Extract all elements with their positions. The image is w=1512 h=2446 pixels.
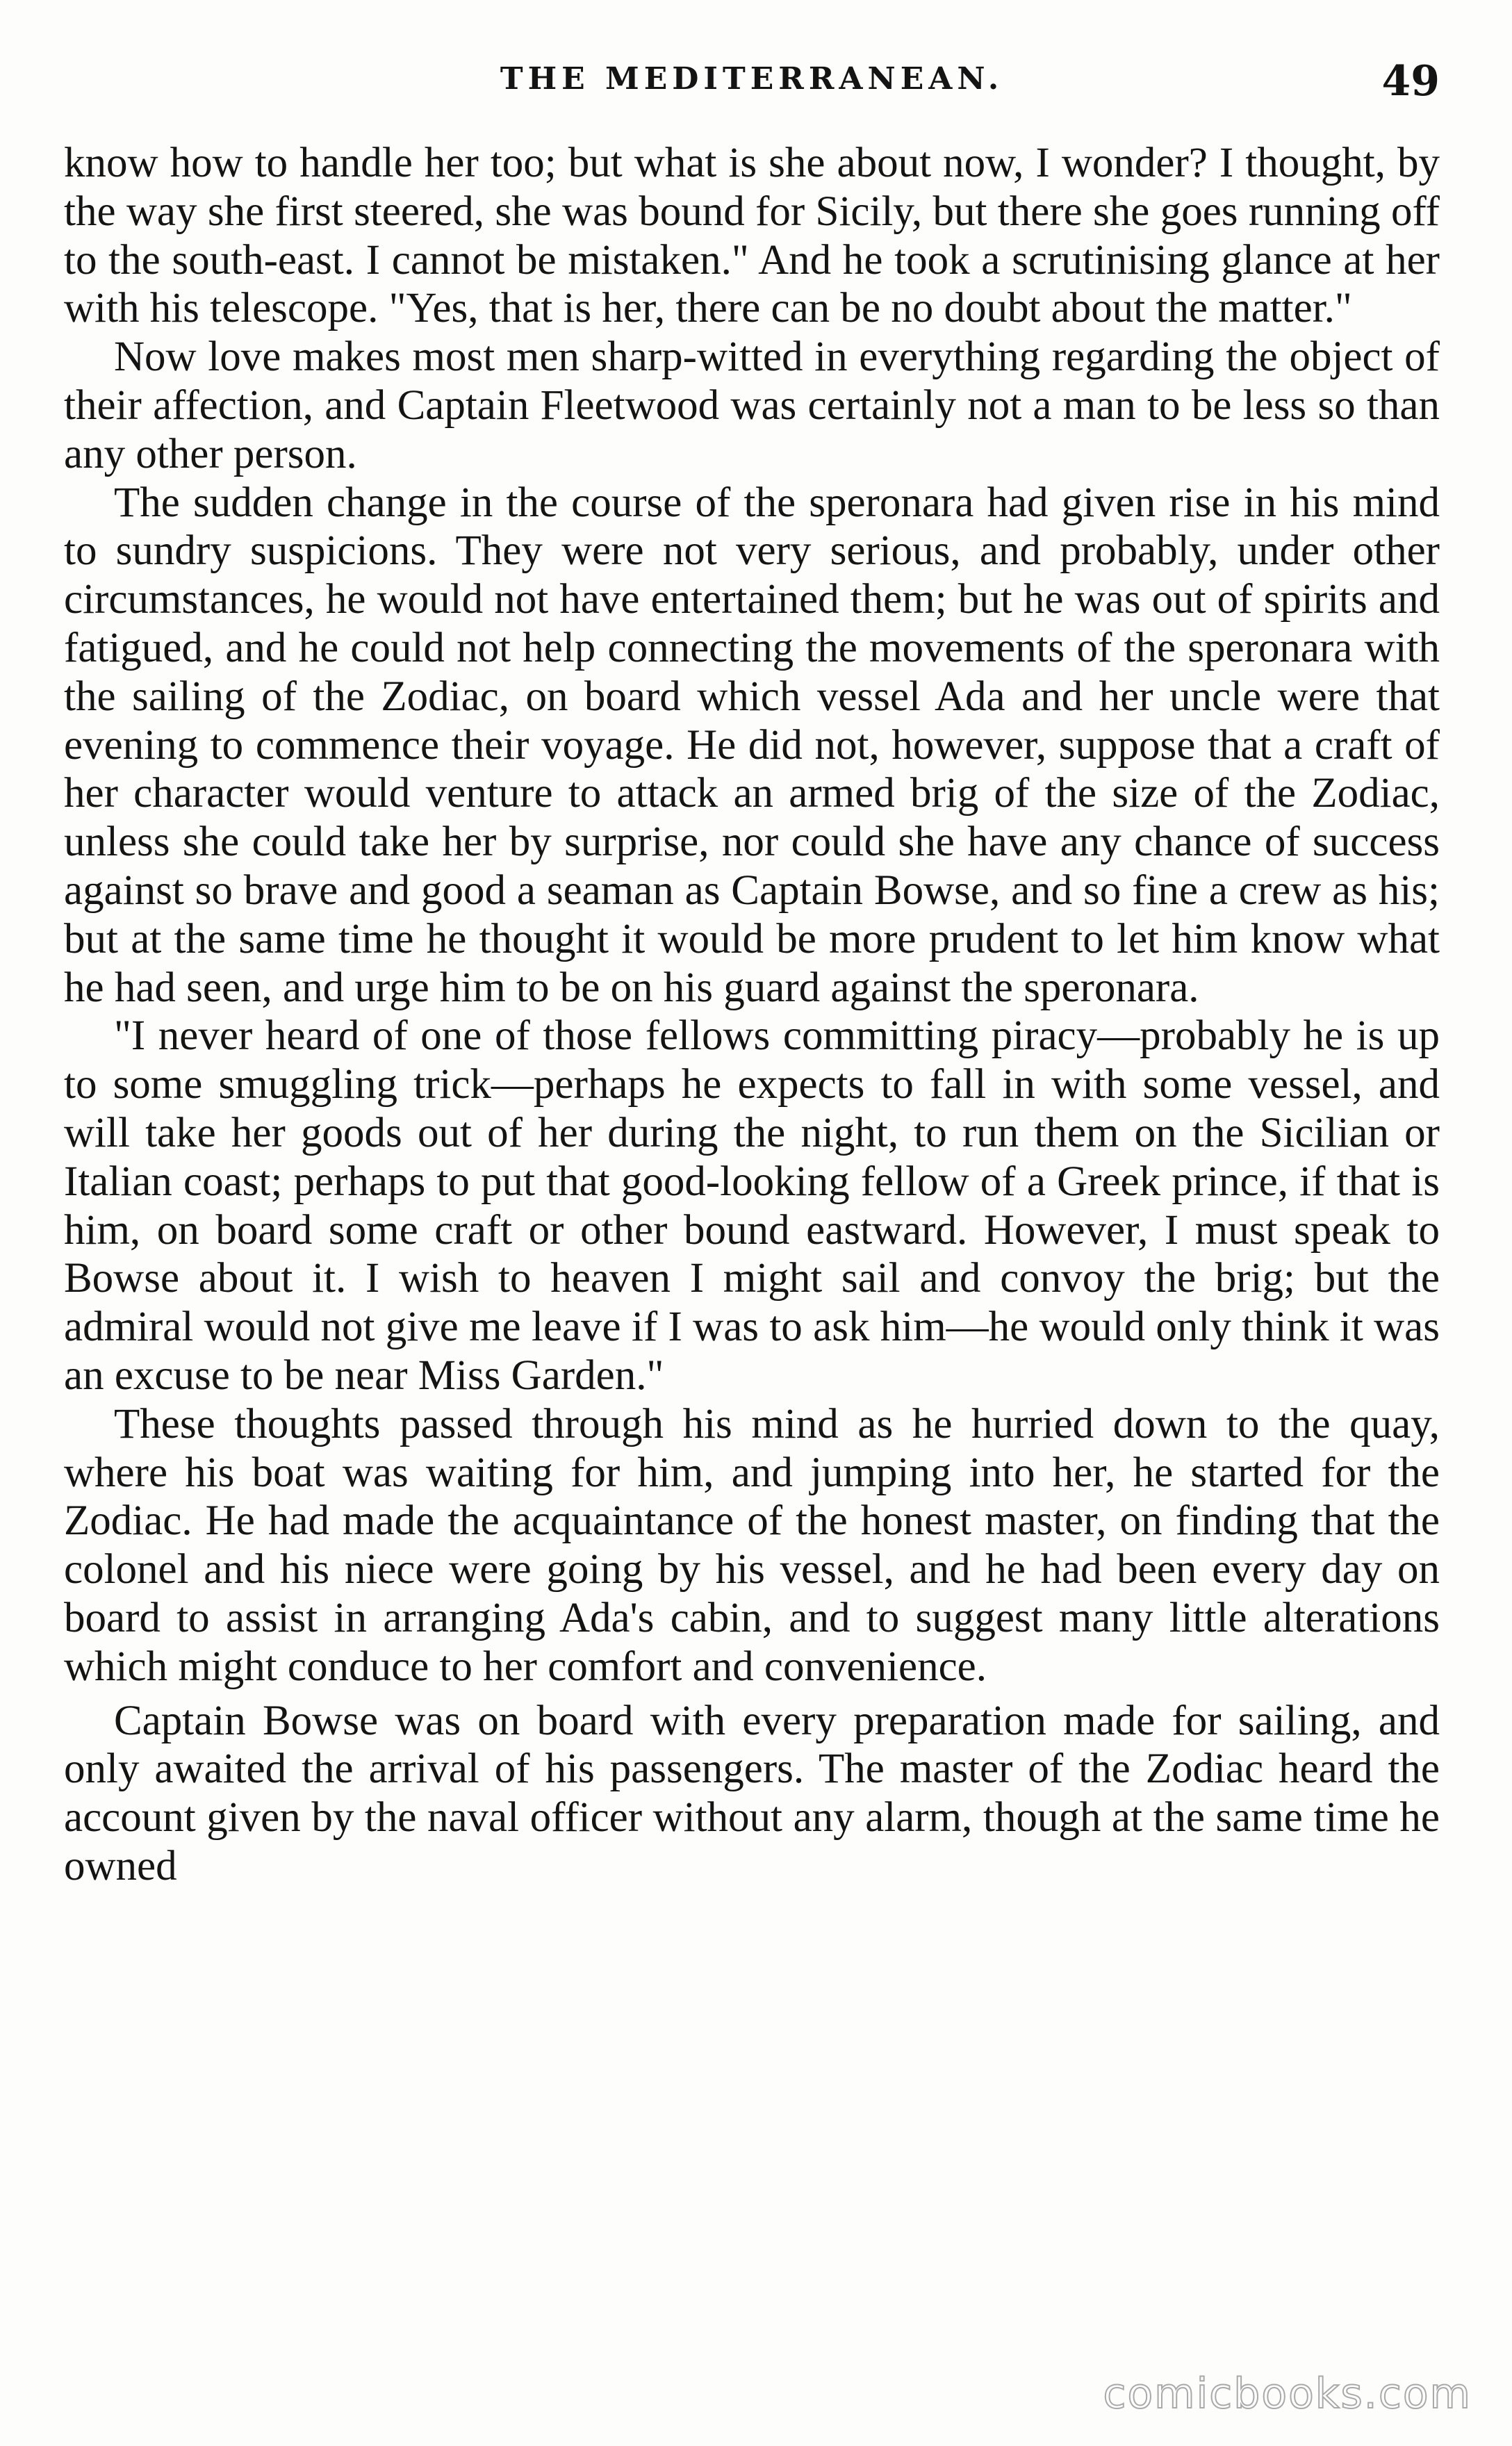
running-title: THE MEDITERRANEAN. xyxy=(500,61,1004,97)
paragraph-5: These thoughts passed through his mind as he hurried down to the quay, where his boat was waiting for him, and jumping into her, he started for the Zodiac. He had made the acquaintance of the honest master, on finding that the colonel and his niece were going by his vessel, and he had been every day on board to assist in arranging Ada's cabin, and to suggest many little alterations which might conduce to her comfort and convenience. xyxy=(64,1400,1440,1690)
body-text xyxy=(64,139,1440,1891)
paragraph-4: "I never heard of one of those fellows committing piracy—probably he is up to some smuggling trick—perhaps he expects to fall in with some vessel, and will take her goods out of her during the night, to run them on the Sicilian or Italian coast; perhaps to put that good-looking fellow of a Greek prince, if that is him, on board some craft or other bound eastward. However, I must speak to Bowse about it. I wish to heaven I might sail and convoy the brig; but the admiral would not give me leave if I was to ask him—he would only think it was an excuse to be near Miss Garden." xyxy=(64,1012,1440,1399)
paragraph-2: Now love makes most men sharp-witted in everything regarding the object of their affection, and Captain Fleetwood was certainly not a man to be less so than any other person. xyxy=(64,334,1440,477)
paragraph-6: Captain Bowse was on board with every preparation made for sailing, and only awaited the arrival of his passengers. The master of the Zodiac heard the account given by the naval officer without any alarm, though at the same time he owned xyxy=(64,1697,1440,1889)
watermark: comicbooks.com xyxy=(1103,2370,1472,2418)
paragraph-1: know how to handle her too; but what is she about now, I wonder? I thought, by the way she first steered, she was bound for Sicily, but there she goes running off to the south-east. I cannot be mistaken." And he took a scrutinising glance at her with his telescope. "Yes, that is her, there can be no doubt about the matter." xyxy=(64,140,1440,332)
paragraph-3: The sudden change in the course of the speronara had given rise in his mind to sundry suspicions. They were not very serious, and probably, under other circumstances, he would not have entertained them; but he was out of spirits and fatigued, and he could not help connecting the movements of the speronara with the sailing of the Zodiac, on board which vessel Ada and her uncle were that evening to commence their voyage. He did not, however, suppose that a craft of her character would venture to attack an armed brig of the size of the Zodiac, unless she could take her by surprise, nor could she have any chance of success against so brave and good a seaman as Captain Bowse, and so fine a crew as his; but at the same time he thought it would be more prudent to let him know what he had seen, and urge him to be on his guard against the speronara. xyxy=(64,479,1440,1011)
page-number: 49 xyxy=(1381,57,1440,106)
running-head xyxy=(64,57,1440,117)
